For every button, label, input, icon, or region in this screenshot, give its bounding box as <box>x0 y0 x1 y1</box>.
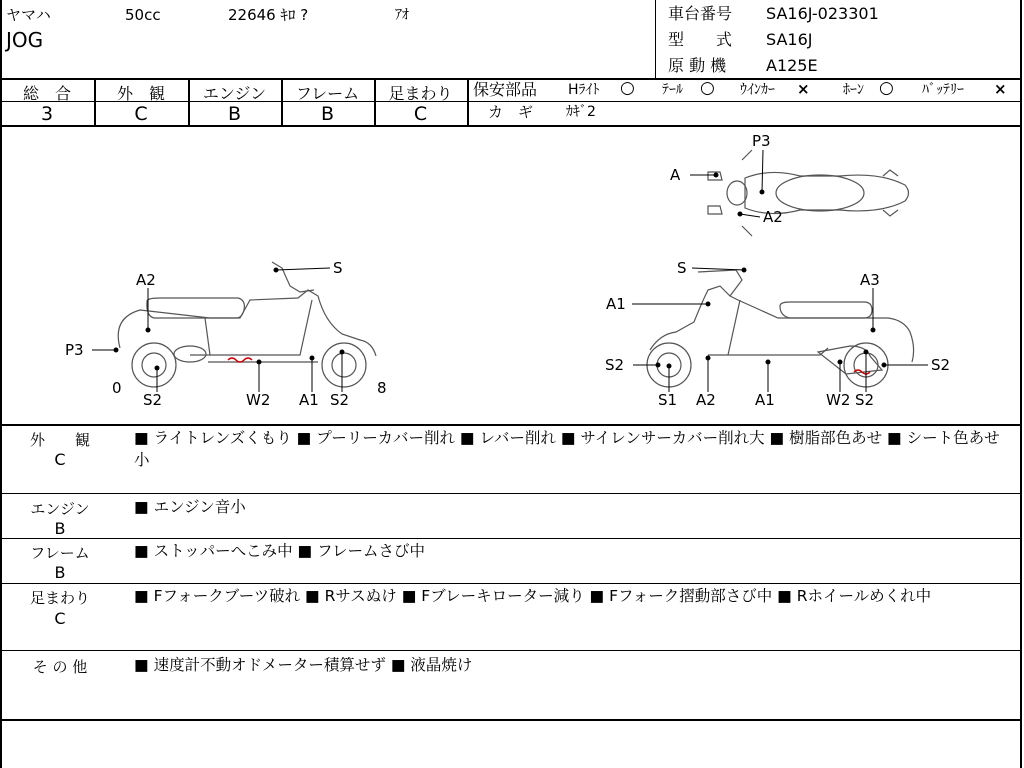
label-left-0: 0 <box>112 379 122 397</box>
key-value: ｶｷﾞ2 <box>566 104 596 120</box>
section-divider-5 <box>0 719 1022 721</box>
label-left-s2-rear: S2 <box>143 391 163 409</box>
grade-frame-label: フレーム <box>295 84 360 103</box>
safety-horn-label: ﾎｰﾝ <box>843 82 864 98</box>
section-suspension-name: 足まわり <box>29 589 90 607</box>
grade-exterior-value: C <box>134 103 148 125</box>
section-suspension-grade: C <box>54 609 66 628</box>
label-top-a: A <box>670 166 681 184</box>
safety-headlight-mark: ○ <box>620 78 635 98</box>
label-left-s2-front: S2 <box>330 391 350 409</box>
label-left-p3: P3 <box>65 341 84 359</box>
damage-diagram <box>0 126 1022 424</box>
label-right-w2: W2 <box>826 391 851 409</box>
engine-value: A125E <box>766 56 818 75</box>
label-right-s2-rear: S2 <box>931 356 951 374</box>
chassis-label: 車台番号 <box>668 4 733 23</box>
section-other-text: ■ 速度計不動オドメーター積算せず ■ 液晶焼け <box>134 656 473 674</box>
section-divider-4 <box>0 650 1022 651</box>
grade-engine-value: B <box>227 103 242 125</box>
label-right-a2: A2 <box>696 391 716 409</box>
safety-battery-mark: × <box>994 80 1007 98</box>
section-engine-grade: B <box>54 519 66 538</box>
label-right-a1-lower: A1 <box>755 391 775 409</box>
header-divider <box>655 0 656 78</box>
safety-mid-line <box>467 101 1022 102</box>
label-right-a3: A3 <box>860 271 880 289</box>
type-value: SA16J <box>766 30 813 49</box>
engine-label: 原 動 機 <box>668 56 727 75</box>
section-other-name: そ の 他 <box>32 658 88 676</box>
type-label: 型 式 <box>668 30 733 49</box>
label-left-w2: W2 <box>246 391 271 409</box>
safety-winker-mark: × <box>797 80 810 98</box>
section-exterior-text: ■ ライトレンズくもり ■ プーリーカバー削れ ■ レバー削れ ■ サイレンサーカバー削れ大 ■ 樹脂部色あせ ■ シート色あせ小 <box>134 429 1000 469</box>
grade-suspension-label: 足まわり <box>388 84 453 103</box>
mileage: 22646 ｷﾛ ? <box>228 6 309 24</box>
grade-suspension-value: C <box>413 103 428 125</box>
label-left-8: 8 <box>377 379 387 397</box>
section-frame-name: フレーム <box>30 544 90 562</box>
grade-total-value: 3 <box>40 103 54 125</box>
displacement: 50cc <box>125 6 161 24</box>
diagram-bottom-line <box>0 424 1022 426</box>
label-left-a2: A2 <box>136 271 156 289</box>
maker: ヤマハ <box>6 6 51 24</box>
section-divider-1 <box>0 493 1022 494</box>
section-suspension-text: ■ Fフォークブーツ破れ ■ Rサスぬけ ■ Fブレーキローター減り ■ Fフォーク摺動部さび中 ■ Rホイールめくれ中 <box>134 587 932 605</box>
label-right-s2-front: S2 <box>605 356 625 374</box>
label-top-a2: A2 <box>763 208 783 226</box>
grade-engine-label: エンジン <box>202 84 267 103</box>
grade-frame-value: B <box>320 103 335 125</box>
section-exterior-grade: C <box>54 450 66 469</box>
section-exterior-name: 外 観 <box>29 431 90 449</box>
section-frame-grade: B <box>54 563 66 582</box>
section-frame-text: ■ ストッパーへこみ中 ■ フレームさび中 <box>134 542 425 560</box>
color: ｱｵ <box>395 7 409 23</box>
label-right-s: S <box>677 259 687 277</box>
safety-tail-mark: ○ <box>700 78 715 98</box>
label-right-s2-bottom: S2 <box>855 391 875 409</box>
safety-battery-label: ﾊﾞｯﾃﾘｰ <box>922 82 964 98</box>
label-left-s: S <box>333 259 343 277</box>
label-right-s1: S1 <box>658 391 678 409</box>
chassis-value: SA16J-023301 <box>766 4 879 23</box>
section-engine-name: エンジン <box>30 500 90 518</box>
section-engine-text: ■ エンジン音小 <box>134 498 246 516</box>
safety-title: 保安部品 <box>473 80 538 99</box>
label-right-a1-upper: A1 <box>606 295 626 313</box>
model-name: JOG <box>6 28 44 52</box>
label-left-a1: A1 <box>299 391 319 409</box>
grade-exterior-label: 外 観 <box>116 84 165 103</box>
section-divider-2 <box>0 538 1022 539</box>
key-label: カ ギ <box>488 103 534 121</box>
grid-col-5 <box>467 78 469 126</box>
safety-headlight-label: Hﾗｲﾄ <box>568 82 600 98</box>
label-top-p3: P3 <box>752 132 771 150</box>
safety-winker-label: ｳｲﾝｶｰ <box>740 82 775 98</box>
grade-total-label: 総 合 <box>22 84 71 103</box>
safety-tail-label: ﾃｰﾙ <box>662 82 683 98</box>
scooter-top-view <box>708 150 909 236</box>
section-divider-3 <box>0 583 1022 584</box>
safety-horn-mark: ○ <box>879 78 894 98</box>
